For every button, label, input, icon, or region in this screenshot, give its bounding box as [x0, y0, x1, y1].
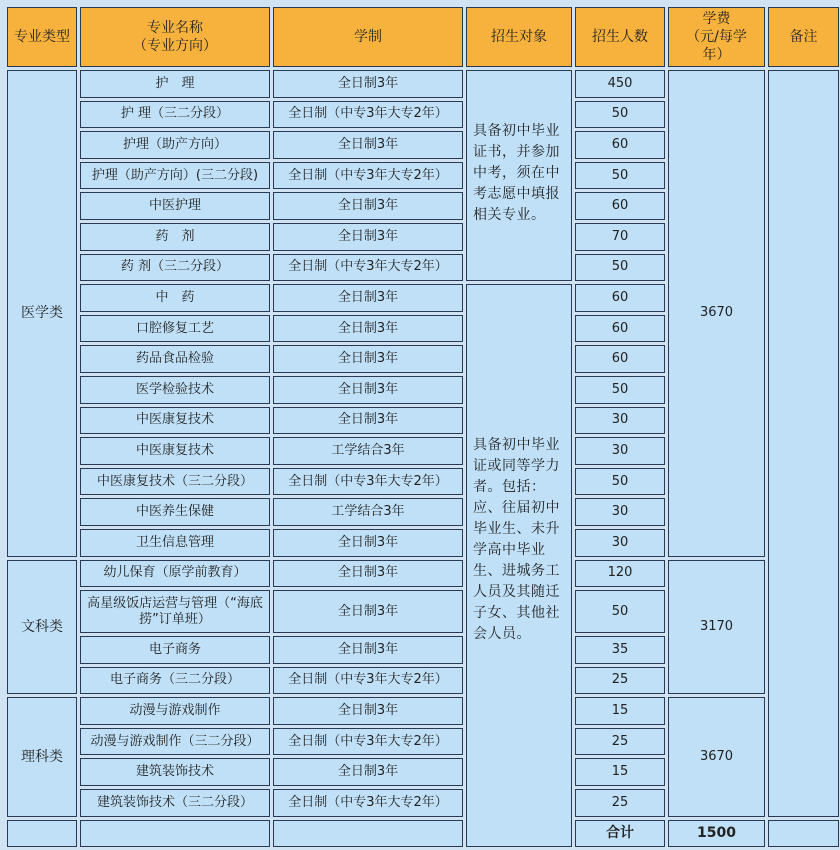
enroll-count: 15	[575, 758, 665, 786]
total-label: 合计	[575, 820, 665, 848]
major-name: 卫生信息管理	[80, 529, 270, 557]
enroll-count: 60	[575, 131, 665, 159]
study-system: 全日制（中专3年大专2年）	[273, 162, 463, 190]
enroll-count: 450	[575, 70, 665, 98]
enroll-count: 30	[575, 529, 665, 557]
remark-cell	[768, 70, 839, 817]
header-target: 招生对象	[466, 7, 572, 67]
header-category: 专业类型	[7, 7, 77, 67]
enroll-count: 60	[575, 345, 665, 373]
target-group-1: 具备初中毕业证书，并参加中考，须在中考志愿中填报相关专业。	[466, 70, 572, 281]
header-system: 学制	[273, 7, 463, 67]
major-name: 中医康复技术（三二分段）	[80, 468, 270, 496]
enroll-count: 70	[575, 223, 665, 251]
total-row	[7, 820, 840, 848]
category-arts: 文科类	[7, 560, 77, 695]
enroll-count: 50	[575, 101, 665, 129]
major-name: 电子商务	[80, 636, 270, 664]
major-name: 中医护理	[80, 192, 270, 220]
study-system: 全日制3年	[273, 560, 463, 588]
enroll-count: 30	[575, 407, 665, 435]
study-system: 全日制（中专3年大专2年）	[273, 789, 463, 817]
enroll-count: 60	[575, 284, 665, 312]
study-system: 全日制3年	[273, 131, 463, 159]
major-name: 动漫与游戏制作	[80, 697, 270, 725]
enroll-count: 60	[575, 192, 665, 220]
study-system: 全日制3年	[273, 345, 463, 373]
major-name: 建筑装饰技术	[80, 758, 270, 786]
enroll-count: 35	[575, 636, 665, 664]
total-empty-cell	[768, 820, 839, 848]
total-empty-cell	[80, 820, 270, 848]
table-row	[7, 560, 840, 588]
header-remark: 备注	[768, 7, 839, 67]
study-system: 全日制3年	[273, 697, 463, 725]
enroll-count: 30	[575, 498, 665, 526]
enroll-count: 50	[575, 468, 665, 496]
study-system: 全日制3年	[273, 636, 463, 664]
major-name: 动漫与游戏制作（三二分段）	[80, 728, 270, 756]
major-name: 医学检验技术	[80, 376, 270, 404]
total-empty-cell	[273, 820, 463, 848]
enroll-count: 30	[575, 437, 665, 465]
study-system: 全日制（中专3年大专2年）	[273, 101, 463, 129]
enroll-count: 15	[575, 697, 665, 725]
enrollment-table-container	[4, 4, 836, 842]
enroll-count: 50	[575, 254, 665, 282]
table-row	[7, 697, 840, 725]
enroll-count: 50	[575, 376, 665, 404]
enroll-count: 120	[575, 560, 665, 588]
major-name: 高星级饭店运营与管理（“海底捞”订单班）	[80, 590, 270, 633]
study-system: 工学结合3年	[273, 437, 463, 465]
study-system: 全日制（中专3年大专2年）	[273, 254, 463, 282]
study-system: 工学结合3年	[273, 498, 463, 526]
total-empty-cell	[7, 820, 77, 848]
major-name: 药品食品检验	[80, 345, 270, 373]
study-system: 全日制（中专3年大专2年）	[273, 667, 463, 695]
major-name: 药 剂	[80, 223, 270, 251]
study-system: 全日制3年	[273, 284, 463, 312]
study-system: 全日制3年	[273, 758, 463, 786]
major-name: 中医养生保健	[80, 498, 270, 526]
study-system: 全日制3年	[273, 70, 463, 98]
major-name: 中医康复技术	[80, 437, 270, 465]
study-system: 全日制3年	[273, 223, 463, 251]
enroll-count: 25	[575, 667, 665, 695]
category-medical: 医学类	[7, 70, 77, 557]
study-system: 全日制3年	[273, 407, 463, 435]
enroll-count: 60	[575, 315, 665, 343]
header-major: 专业名称 （专业方向）	[80, 7, 270, 67]
enroll-count: 25	[575, 789, 665, 817]
table-row	[7, 70, 840, 98]
fee-medical: 3670	[668, 70, 765, 557]
category-science: 理科类	[7, 697, 77, 816]
major-name: 电子商务（三二分段）	[80, 667, 270, 695]
study-system: 全日制（中专3年大专2年）	[273, 468, 463, 496]
fee-arts: 3170	[668, 560, 765, 695]
fee-science: 3670	[668, 697, 765, 816]
major-name: 药 剂（三二分段）	[80, 254, 270, 282]
header-row	[7, 7, 840, 67]
study-system: 全日制（中专3年大专2年）	[273, 728, 463, 756]
study-system: 全日制3年	[273, 529, 463, 557]
enroll-count: 50	[575, 162, 665, 190]
enroll-count: 25	[575, 728, 665, 756]
study-system: 全日制3年	[273, 376, 463, 404]
major-name: 中医康复技术	[80, 407, 270, 435]
header-fee: 学费 （元/每学 年）	[668, 7, 765, 67]
major-name: 幼儿保育（原学前教育）	[80, 560, 270, 588]
major-name: 护理（助产方向）	[80, 131, 270, 159]
target-group-2: 具备初中毕业证或同等学力者。包括：应、往届初中毕业生、未升学高中毕业生、进城务工人员及其随迁子女、其他社会人员。	[466, 284, 572, 847]
major-name: 护理（助产方向）(三二分段)	[80, 162, 270, 190]
header-count: 招生人数	[575, 7, 665, 67]
total-value: 1500	[668, 820, 765, 848]
study-system: 全日制3年	[273, 315, 463, 343]
enroll-count: 50	[575, 590, 665, 633]
major-name: 建筑装饰技术（三二分段）	[80, 789, 270, 817]
major-name: 口腔修复工艺	[80, 315, 270, 343]
major-name: 护 理	[80, 70, 270, 98]
study-system: 全日制3年	[273, 590, 463, 633]
major-name: 中 药	[80, 284, 270, 312]
major-name: 护 理（三二分段）	[80, 101, 270, 129]
enrollment-table	[4, 4, 840, 850]
study-system: 全日制3年	[273, 192, 463, 220]
